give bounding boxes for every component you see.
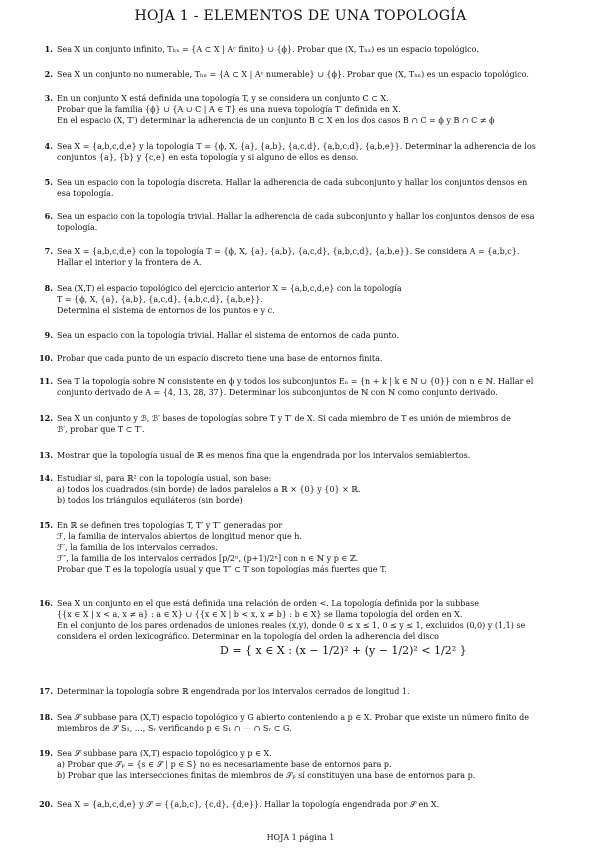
problem-text <box>57 93 582 126</box>
problem-line: a) todos los cuadrados (sin borde) de lados paralelos a ℝ × {0} y {0} × ℝ. <box>57 485 361 494</box>
problem-line: Probar que la familia {ϕ} ∪ {A ∪ C | A ∈ T} es una nueva topología T′ definida en X. <box>57 105 401 114</box>
problem-line: ℱ″, la familia de los intervalos cerrados [p/2ⁿ, (p+1)/2ⁿ] con n ∈ ℕ y p ∈ ℤ. <box>57 554 359 563</box>
problem-text <box>57 598 582 642</box>
problem-line: Sea X = {a,b,c,d,e} y 𝒮 = {{a,b,c}, {c,d}, {d,e}}. Hallar la topología engendrada por 𝒮 en X. <box>57 800 440 809</box>
problem-number: 10. <box>39 353 53 363</box>
problem-number: 12. <box>39 413 53 423</box>
problem-line: ℱ′, la familia de los intervalos cerrados. <box>57 543 218 552</box>
problem-line: En ℝ se definen tres topologías T, T′ y T″ generadas por <box>57 521 283 530</box>
problem-line: miembros de 𝒮 S₁, …, Sᵣ verificando p ∈ S₁ ∩ ⋯ ∩ Sᵣ ⊂ G. <box>57 724 292 733</box>
problem-line: a) Probar que 𝒮ₚ = {s ∈ 𝒮 | p ∈ S} no es necesariamente base de entornos para p. <box>57 760 392 769</box>
page-footer: HOJA 1 página 1 <box>266 833 335 842</box>
problem-line: Sea X un conjunto en el que está definida una relación de orden <. La topología definida por la subbase <box>57 599 479 608</box>
problem-number: 6. <box>44 211 53 221</box>
problem-line: Probar que cada punto de un espacio discreto tiene una base de entornos finita. <box>57 354 383 363</box>
problem-text <box>57 686 582 697</box>
problem-line: Sea un espacio con la topología trivial. Hallar la adherencia de cada subconjunto y hallar los conjuntos densos de esa <box>57 212 535 221</box>
problem-number: 14. <box>39 473 53 483</box>
problem-line: Mostrar que la topología usual de ℝ es menos fina que la engendrada por los intervalos semiabiertos. <box>57 451 471 460</box>
problem-line: topología. <box>57 223 98 232</box>
problem-line: Sea un espacio con la topología trivial. Hallar el sistema de entornos de cada punto. <box>57 331 399 340</box>
problem-line: Sea T la topología sobre ℕ consistente en ϕ y todos los subconjuntos Eₙ = {n + k | k ∈ ℕ ∪ {0}} con n ∈ ℕ. Hallar el <box>57 377 534 386</box>
problem-text <box>57 520 582 575</box>
problem-number: 4. <box>44 141 53 151</box>
problem-line: Sea X = {a,b,c,d,e} y la topología T = {ϕ, X, {a}, {a,b}, {a,c,d}, {a,b,c,d}, {a,b,e}}. Determinar la adherencia de los <box>57 142 536 151</box>
problem-line: En el espacio (X, T′) determinar la adherencia de un conjunto B ⊂ X en los dos casos B ∩ C = ϕ y B ∩ C ≠ ϕ <box>57 116 495 125</box>
problem-number: 5. <box>44 177 53 187</box>
problem-line: Sea X un conjunto infinito, Tₕₓ = {A ⊂ X | Aᶜ finito} ∪ {ϕ}. Probar que (X, Tₕₓ) es un espacio topológico. <box>57 45 479 54</box>
problem-line: Sea X un conjunto y ℬ, ℬ′ bases de topologías sobre T y T′ de X. Si cada miembro de T es unión de miembros de <box>57 414 511 423</box>
problem-text <box>57 450 582 461</box>
problem-line: Probar que T es la topología usual y que T″ ⊂ T son topologías más fuertes que T. <box>57 565 387 574</box>
problem-text <box>57 69 582 80</box>
problem-line: conjuntos {a}, {b} y {c,e} en esta topología y si alguno de ellos es denso. <box>57 153 359 162</box>
problem-text <box>57 353 582 364</box>
problem-line: Estudiar si, para ℝ² con la topología usual, son base: <box>57 474 272 483</box>
problem-line: Sea (X,T) el espacio topológico del ejercicio anterior X = {a,b,c,d,e} con la topología <box>57 284 402 293</box>
problem-line: Hallar el interior y la frontera de A. <box>57 258 202 267</box>
problem-line: b) Probar que las intersecciones finitas de miembros de 𝒮ₚ sí constituyen una base de entornos para p. <box>57 771 476 780</box>
problem-number: 15. <box>39 520 53 530</box>
problem-text <box>57 246 582 268</box>
problem-line: b) todos los triángulos equiláteros (sin borde) <box>57 496 243 505</box>
problem-line: Sea un espacio con la topología discreta. Hallar la adherencia de cada subconjunto y hallar los conjuntos densos en <box>57 178 528 187</box>
problem-line: ℱ, la familia de intervalos abiertos de longitud menor que h. <box>57 532 302 541</box>
problem-line: Sea 𝒮 subbase para (X,T) espacio topológico y p ∈ X. <box>57 749 272 758</box>
disk-formula: D = { x ∈ X : (x − 1/2)² + (y − 1/2)² < 1/2² } <box>220 644 467 657</box>
problem-text <box>57 413 582 435</box>
problem-number: 19. <box>39 748 53 758</box>
problem-line: Sea X = {a,b,c,d,e} con la topología T = {ϕ, X, {a}, {a,b}, {a,c,d}, {a,b,c,d}, {a,b,e}}. Se considera A = {a,b,c}. <box>57 247 520 256</box>
problem-number: 20. <box>39 799 53 809</box>
problem-line: Determina el sistema de entornos de los puntos e y c. <box>57 306 275 315</box>
problem-number: 17. <box>39 686 53 696</box>
problem-line: {{x ∈ X | x < a, x ≠ a} : a ∈ X} ∪ {{x ∈ X | b < x, x ≠ b} : b ∈ X} se llama topología del orden en X. <box>57 610 463 619</box>
problem-line: considera el orden lexicográfico. Determinar en la topología del orden la adherencia del disco <box>57 632 439 641</box>
problem-number: 16. <box>39 598 53 608</box>
problem-text <box>57 177 582 199</box>
problem-line: T = {ϕ, X, {a}, {a,b}, {a,c,d}, {a,b,c,d}, {a,b,e}}. <box>57 295 263 304</box>
problem-line: conjunto derivado de A = {4, 13, 28, 37}. Determinar los subconjuntos de ℕ con ℕ como conjunto derivado. <box>57 388 498 397</box>
problem-number: 3. <box>44 93 53 103</box>
problem-number: 8. <box>44 283 53 293</box>
problem-text <box>57 141 582 163</box>
problem-line: esa topología. <box>57 189 114 198</box>
problem-number: 18. <box>39 712 53 722</box>
problem-text <box>57 376 582 398</box>
problem-text <box>57 473 582 506</box>
problem-number: 11. <box>39 376 53 386</box>
problem-line: Sea X un conjunto no numerable, Tₕₙ = {A ⊂ X | Aᶜ numerable} ∪ {ϕ}. Probar que (X, Tₕₙ) es un espacio topológico. <box>57 70 529 79</box>
problem-text <box>57 748 582 781</box>
problem-number: 1. <box>44 44 53 54</box>
problem-number: 13. <box>39 450 53 460</box>
problem-line: ℬ′, probar que T ⊂ T′. <box>57 425 145 434</box>
problem-line: En el conjunto de los pares ordenados de uniones reales (x,y), donde 0 ≤ x ≤ 1, 0 ≤ y ≤ 1, excluidos (0,0) y (1,1) se <box>57 621 526 630</box>
problem-number: 9. <box>44 330 53 340</box>
problem-text <box>57 44 582 55</box>
problem-number: 7. <box>44 246 53 256</box>
problem-text <box>57 211 582 233</box>
problem-line: En un conjunto X está definida una topología T, y se considera un conjunto C ⊂ X. <box>57 94 389 103</box>
problem-text <box>57 283 582 316</box>
problem-text <box>57 799 582 810</box>
problem-line: Determinar la topología sobre ℝ engendrada por los intervalos cerrados de longitud 1. <box>57 687 410 696</box>
problem-text <box>57 330 582 341</box>
page-title: HOJA 1 - ELEMENTOS DE UNA TOPOLOGÍA <box>134 8 467 24</box>
problem-line: Sea 𝒮 subbase para (X,T) espacio topológico y G abierto conteniendo a p ∈ X. Probar que existe un número finito de <box>57 713 529 722</box>
problem-number: 2. <box>44 69 53 79</box>
problem-text <box>57 712 582 734</box>
